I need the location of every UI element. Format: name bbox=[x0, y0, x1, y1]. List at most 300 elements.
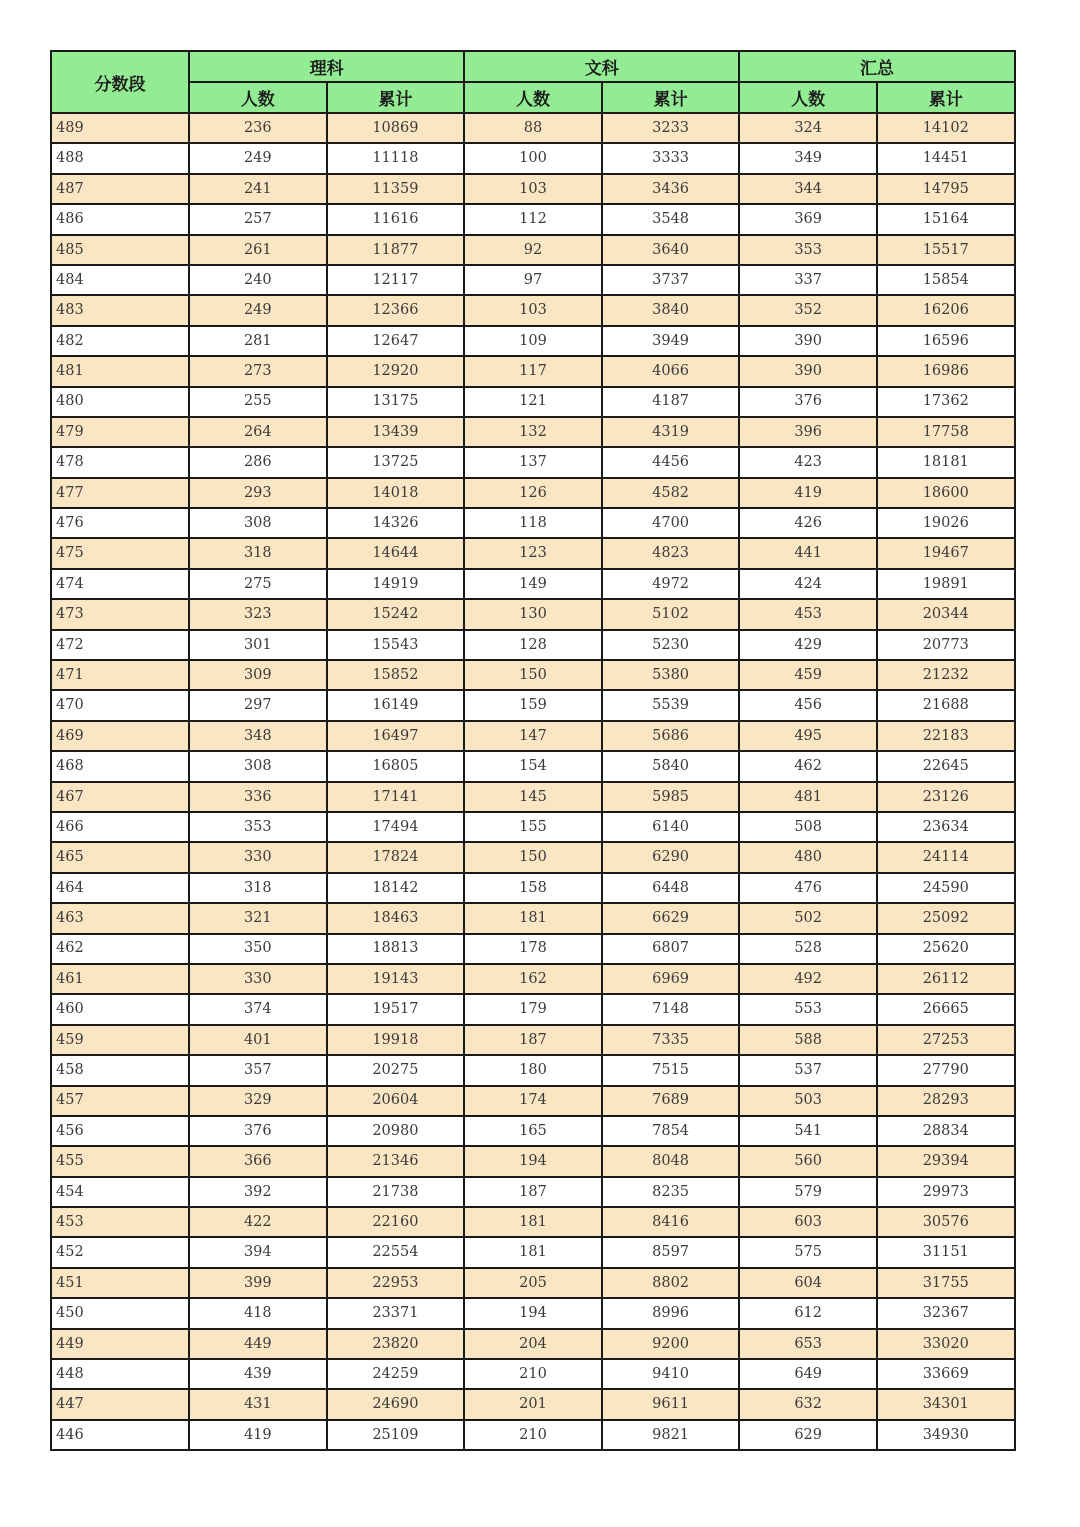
total-cumulative-cell: 18181 bbox=[877, 447, 1015, 477]
arts-count-cell: 178 bbox=[464, 934, 602, 964]
arts-cumulative-cell: 8048 bbox=[602, 1146, 740, 1176]
total-count-cell: 423 bbox=[739, 447, 877, 477]
table-row bbox=[51, 1359, 1015, 1389]
science-cumulative-cell: 16149 bbox=[327, 690, 465, 720]
table-row bbox=[51, 265, 1015, 295]
score-cell: 480 bbox=[51, 387, 189, 417]
arts-count-cell: 194 bbox=[464, 1146, 602, 1176]
arts-cumulative-cell: 5539 bbox=[602, 690, 740, 720]
total-count-cell: 481 bbox=[739, 782, 877, 812]
science-cumulative-cell: 12366 bbox=[327, 295, 465, 325]
total-count-cell: 528 bbox=[739, 934, 877, 964]
arts-count-cell: 181 bbox=[464, 1207, 602, 1237]
total-cumulative-cell: 19891 bbox=[877, 569, 1015, 599]
total-count-cell: 632 bbox=[739, 1389, 877, 1419]
table-row bbox=[51, 1207, 1015, 1237]
science-cumulative-cell: 11359 bbox=[327, 174, 465, 204]
total-cumulative-cell: 18600 bbox=[877, 478, 1015, 508]
total-cumulative-cell: 34930 bbox=[877, 1420, 1015, 1450]
total-count-cell: 612 bbox=[739, 1298, 877, 1328]
arts-count-cell: 103 bbox=[464, 295, 602, 325]
arts-cumulative-cell: 5840 bbox=[602, 751, 740, 781]
arts-count-cell: 137 bbox=[464, 447, 602, 477]
science-count-cell: 353 bbox=[189, 812, 327, 842]
score-cell: 465 bbox=[51, 842, 189, 872]
science-count-cell: 330 bbox=[189, 842, 327, 872]
table-row bbox=[51, 113, 1015, 143]
arts-cumulative-cell: 3548 bbox=[602, 204, 740, 234]
score-cell: 454 bbox=[51, 1177, 189, 1207]
arts-cumulative-cell: 4187 bbox=[602, 387, 740, 417]
arts-count-cell: 174 bbox=[464, 1086, 602, 1116]
science-count-cell: 376 bbox=[189, 1116, 327, 1146]
arts-cumulative-cell: 8996 bbox=[602, 1298, 740, 1328]
score-cell: 472 bbox=[51, 630, 189, 660]
science-cumulative-cell: 12920 bbox=[327, 356, 465, 386]
total-cumulative-cell: 27790 bbox=[877, 1055, 1015, 1085]
score-cell: 486 bbox=[51, 204, 189, 234]
score-cell: 466 bbox=[51, 812, 189, 842]
science-count-cell: 357 bbox=[189, 1055, 327, 1085]
science-count-cell: 264 bbox=[189, 417, 327, 447]
total-cumulative-cell: 26665 bbox=[877, 994, 1015, 1024]
arts-cumulative-cell: 7148 bbox=[602, 994, 740, 1024]
total-cumulative-cell: 19467 bbox=[877, 538, 1015, 568]
arts-count-cell: 97 bbox=[464, 265, 602, 295]
science-cumulative-cell: 24259 bbox=[327, 1359, 465, 1389]
science-count-cell: 348 bbox=[189, 721, 327, 751]
arts-cumulative-cell: 6140 bbox=[602, 812, 740, 842]
score-cell: 446 bbox=[51, 1420, 189, 1450]
table-row bbox=[51, 204, 1015, 234]
arts-cumulative-cell: 4582 bbox=[602, 478, 740, 508]
science-cumulative-cell: 18142 bbox=[327, 873, 465, 903]
total-cumulative-cell: 14102 bbox=[877, 113, 1015, 143]
arts-count-cell: 201 bbox=[464, 1389, 602, 1419]
table-row bbox=[51, 295, 1015, 325]
science-count-cell: 321 bbox=[189, 903, 327, 933]
total-cumulative-cell: 29394 bbox=[877, 1146, 1015, 1176]
science-count-cell: 318 bbox=[189, 873, 327, 903]
table-row bbox=[51, 873, 1015, 903]
science-cumulative-cell: 17494 bbox=[327, 812, 465, 842]
science-cumulative-cell: 15852 bbox=[327, 660, 465, 690]
arts-cumulative-cell: 3233 bbox=[602, 113, 740, 143]
score-cell: 463 bbox=[51, 903, 189, 933]
table-row bbox=[51, 417, 1015, 447]
table-row bbox=[51, 143, 1015, 173]
arts-count-cell: 121 bbox=[464, 387, 602, 417]
arts-count-cell: 118 bbox=[464, 508, 602, 538]
header-science-cumulative: 累计 bbox=[327, 82, 465, 113]
arts-cumulative-cell: 6969 bbox=[602, 964, 740, 994]
header-arts-count: 人数 bbox=[464, 82, 602, 113]
total-cumulative-cell: 33669 bbox=[877, 1359, 1015, 1389]
arts-count-cell: 112 bbox=[464, 204, 602, 234]
score-cell: 477 bbox=[51, 478, 189, 508]
total-cumulative-cell: 15164 bbox=[877, 204, 1015, 234]
science-cumulative-cell: 23820 bbox=[327, 1329, 465, 1359]
arts-cumulative-cell: 3737 bbox=[602, 265, 740, 295]
science-count-cell: 336 bbox=[189, 782, 327, 812]
total-count-cell: 508 bbox=[739, 812, 877, 842]
score-cell: 489 bbox=[51, 113, 189, 143]
arts-count-cell: 205 bbox=[464, 1268, 602, 1298]
arts-cumulative-cell: 3949 bbox=[602, 326, 740, 356]
arts-cumulative-cell: 8235 bbox=[602, 1177, 740, 1207]
science-cumulative-cell: 25109 bbox=[327, 1420, 465, 1450]
total-cumulative-cell: 19026 bbox=[877, 508, 1015, 538]
table-row bbox=[51, 235, 1015, 265]
science-count-cell: 418 bbox=[189, 1298, 327, 1328]
science-cumulative-cell: 14919 bbox=[327, 569, 465, 599]
science-cumulative-cell: 22554 bbox=[327, 1237, 465, 1267]
arts-cumulative-cell: 3333 bbox=[602, 143, 740, 173]
score-cell: 451 bbox=[51, 1268, 189, 1298]
science-count-cell: 273 bbox=[189, 356, 327, 386]
total-cumulative-cell: 31151 bbox=[877, 1237, 1015, 1267]
arts-count-cell: 149 bbox=[464, 569, 602, 599]
total-count-cell: 390 bbox=[739, 326, 877, 356]
score-distribution-table bbox=[50, 50, 1016, 1451]
score-cell: 462 bbox=[51, 934, 189, 964]
science-count-cell: 329 bbox=[189, 1086, 327, 1116]
total-cumulative-cell: 21232 bbox=[877, 660, 1015, 690]
table-row bbox=[51, 842, 1015, 872]
arts-cumulative-cell: 8597 bbox=[602, 1237, 740, 1267]
total-cumulative-cell: 16206 bbox=[877, 295, 1015, 325]
science-count-cell: 293 bbox=[189, 478, 327, 508]
arts-cumulative-cell: 6807 bbox=[602, 934, 740, 964]
total-cumulative-cell: 17758 bbox=[877, 417, 1015, 447]
arts-count-cell: 179 bbox=[464, 994, 602, 1024]
table-row bbox=[51, 934, 1015, 964]
arts-cumulative-cell: 9410 bbox=[602, 1359, 740, 1389]
total-count-cell: 649 bbox=[739, 1359, 877, 1389]
arts-cumulative-cell: 7335 bbox=[602, 1025, 740, 1055]
header-total-cumulative: 累计 bbox=[877, 82, 1015, 113]
score-cell: 453 bbox=[51, 1207, 189, 1237]
arts-count-cell: 187 bbox=[464, 1025, 602, 1055]
score-cell: 449 bbox=[51, 1329, 189, 1359]
table-row bbox=[51, 660, 1015, 690]
header-row-groups bbox=[51, 51, 1015, 82]
science-count-cell: 318 bbox=[189, 538, 327, 568]
total-cumulative-cell: 20773 bbox=[877, 630, 1015, 660]
arts-count-cell: 100 bbox=[464, 143, 602, 173]
science-cumulative-cell: 19918 bbox=[327, 1025, 465, 1055]
total-cumulative-cell: 14795 bbox=[877, 174, 1015, 204]
total-cumulative-cell: 16986 bbox=[877, 356, 1015, 386]
table-row bbox=[51, 447, 1015, 477]
science-count-cell: 249 bbox=[189, 295, 327, 325]
arts-count-cell: 181 bbox=[464, 903, 602, 933]
total-count-cell: 369 bbox=[739, 204, 877, 234]
total-count-cell: 344 bbox=[739, 174, 877, 204]
total-count-cell: 453 bbox=[739, 599, 877, 629]
table-row bbox=[51, 964, 1015, 994]
total-cumulative-cell: 34301 bbox=[877, 1389, 1015, 1419]
arts-count-cell: 128 bbox=[464, 630, 602, 660]
total-cumulative-cell: 21688 bbox=[877, 690, 1015, 720]
science-cumulative-cell: 18813 bbox=[327, 934, 465, 964]
header-science-count: 人数 bbox=[189, 82, 327, 113]
score-cell: 459 bbox=[51, 1025, 189, 1055]
table-row bbox=[51, 1055, 1015, 1085]
science-count-cell: 281 bbox=[189, 326, 327, 356]
table-row bbox=[51, 478, 1015, 508]
science-count-cell: 257 bbox=[189, 204, 327, 234]
total-cumulative-cell: 16596 bbox=[877, 326, 1015, 356]
total-count-cell: 353 bbox=[739, 235, 877, 265]
science-cumulative-cell: 17141 bbox=[327, 782, 465, 812]
arts-count-cell: 92 bbox=[464, 235, 602, 265]
table-row bbox=[51, 782, 1015, 812]
science-count-cell: 275 bbox=[189, 569, 327, 599]
score-cell: 455 bbox=[51, 1146, 189, 1176]
table-row bbox=[51, 326, 1015, 356]
science-count-cell: 394 bbox=[189, 1237, 327, 1267]
science-cumulative-cell: 13175 bbox=[327, 387, 465, 417]
score-cell: 470 bbox=[51, 690, 189, 720]
science-count-cell: 261 bbox=[189, 235, 327, 265]
total-cumulative-cell: 28834 bbox=[877, 1116, 1015, 1146]
arts-count-cell: 162 bbox=[464, 964, 602, 994]
table-row bbox=[51, 1298, 1015, 1328]
science-count-cell: 330 bbox=[189, 964, 327, 994]
total-cumulative-cell: 23126 bbox=[877, 782, 1015, 812]
score-cell: 473 bbox=[51, 599, 189, 629]
arts-count-cell: 180 bbox=[464, 1055, 602, 1085]
total-count-cell: 462 bbox=[739, 751, 877, 781]
total-count-cell: 537 bbox=[739, 1055, 877, 1085]
table-row bbox=[51, 751, 1015, 781]
header-group-science: 理科 bbox=[189, 51, 464, 82]
total-cumulative-cell: 28293 bbox=[877, 1086, 1015, 1116]
total-cumulative-cell: 32367 bbox=[877, 1298, 1015, 1328]
score-cell: 457 bbox=[51, 1086, 189, 1116]
science-cumulative-cell: 13439 bbox=[327, 417, 465, 447]
score-cell: 458 bbox=[51, 1055, 189, 1085]
arts-cumulative-cell: 6448 bbox=[602, 873, 740, 903]
science-count-cell: 422 bbox=[189, 1207, 327, 1237]
science-cumulative-cell: 22953 bbox=[327, 1268, 465, 1298]
total-count-cell: 459 bbox=[739, 660, 877, 690]
table-body bbox=[51, 113, 1015, 1450]
science-cumulative-cell: 20604 bbox=[327, 1086, 465, 1116]
total-count-cell: 629 bbox=[739, 1420, 877, 1450]
table-row bbox=[51, 1237, 1015, 1267]
table-row bbox=[51, 1086, 1015, 1116]
table-row bbox=[51, 1268, 1015, 1298]
arts-count-cell: 123 bbox=[464, 538, 602, 568]
score-cell: 461 bbox=[51, 964, 189, 994]
table-row bbox=[51, 812, 1015, 842]
science-count-cell: 241 bbox=[189, 174, 327, 204]
science-count-cell: 297 bbox=[189, 690, 327, 720]
total-cumulative-cell: 25620 bbox=[877, 934, 1015, 964]
science-count-cell: 240 bbox=[189, 265, 327, 295]
science-count-cell: 255 bbox=[189, 387, 327, 417]
science-cumulative-cell: 16805 bbox=[327, 751, 465, 781]
total-cumulative-cell: 27253 bbox=[877, 1025, 1015, 1055]
total-count-cell: 492 bbox=[739, 964, 877, 994]
header-arts-cumulative: 累计 bbox=[602, 82, 740, 113]
score-cell: 474 bbox=[51, 569, 189, 599]
science-cumulative-cell: 14326 bbox=[327, 508, 465, 538]
total-count-cell: 324 bbox=[739, 113, 877, 143]
science-cumulative-cell: 21346 bbox=[327, 1146, 465, 1176]
table-row bbox=[51, 690, 1015, 720]
arts-cumulative-cell: 8416 bbox=[602, 1207, 740, 1237]
score-cell: 483 bbox=[51, 295, 189, 325]
table-row bbox=[51, 508, 1015, 538]
arts-count-cell: 150 bbox=[464, 660, 602, 690]
arts-count-cell: 109 bbox=[464, 326, 602, 356]
science-cumulative-cell: 16497 bbox=[327, 721, 465, 751]
score-cell: 476 bbox=[51, 508, 189, 538]
science-count-cell: 419 bbox=[189, 1420, 327, 1450]
total-count-cell: 604 bbox=[739, 1268, 877, 1298]
science-cumulative-cell: 19517 bbox=[327, 994, 465, 1024]
arts-cumulative-cell: 4823 bbox=[602, 538, 740, 568]
score-cell: 479 bbox=[51, 417, 189, 447]
score-cell: 468 bbox=[51, 751, 189, 781]
science-count-cell: 449 bbox=[189, 1329, 327, 1359]
total-cumulative-cell: 26112 bbox=[877, 964, 1015, 994]
science-cumulative-cell: 11877 bbox=[327, 235, 465, 265]
total-count-cell: 352 bbox=[739, 295, 877, 325]
table-row bbox=[51, 1025, 1015, 1055]
total-count-cell: 541 bbox=[739, 1116, 877, 1146]
arts-count-cell: 126 bbox=[464, 478, 602, 508]
arts-count-cell: 210 bbox=[464, 1359, 602, 1389]
arts-count-cell: 147 bbox=[464, 721, 602, 751]
science-count-cell: 249 bbox=[189, 143, 327, 173]
header-row-sub bbox=[51, 82, 1015, 113]
arts-cumulative-cell: 9200 bbox=[602, 1329, 740, 1359]
science-count-cell: 366 bbox=[189, 1146, 327, 1176]
arts-cumulative-cell: 5985 bbox=[602, 782, 740, 812]
arts-count-cell: 103 bbox=[464, 174, 602, 204]
science-cumulative-cell: 15543 bbox=[327, 630, 465, 660]
table-row bbox=[51, 994, 1015, 1024]
science-count-cell: 301 bbox=[189, 630, 327, 660]
total-cumulative-cell: 15854 bbox=[877, 265, 1015, 295]
science-cumulative-cell: 18463 bbox=[327, 903, 465, 933]
table-row bbox=[51, 387, 1015, 417]
table-row bbox=[51, 903, 1015, 933]
arts-cumulative-cell: 5686 bbox=[602, 721, 740, 751]
score-cell: 469 bbox=[51, 721, 189, 751]
table-row bbox=[51, 599, 1015, 629]
table-row bbox=[51, 630, 1015, 660]
total-cumulative-cell: 31755 bbox=[877, 1268, 1015, 1298]
arts-cumulative-cell: 4456 bbox=[602, 447, 740, 477]
total-cumulative-cell: 24590 bbox=[877, 873, 1015, 903]
arts-cumulative-cell: 4319 bbox=[602, 417, 740, 447]
score-cell: 448 bbox=[51, 1359, 189, 1389]
science-count-cell: 236 bbox=[189, 113, 327, 143]
table-row bbox=[51, 1177, 1015, 1207]
header-total-count: 人数 bbox=[739, 82, 877, 113]
table-header bbox=[51, 51, 1015, 113]
score-cell: 460 bbox=[51, 994, 189, 1024]
science-count-cell: 431 bbox=[189, 1389, 327, 1419]
total-count-cell: 441 bbox=[739, 538, 877, 568]
arts-count-cell: 88 bbox=[464, 113, 602, 143]
total-count-cell: 502 bbox=[739, 903, 877, 933]
table-row bbox=[51, 174, 1015, 204]
score-cell: 482 bbox=[51, 326, 189, 356]
score-cell: 485 bbox=[51, 235, 189, 265]
science-cumulative-cell: 14644 bbox=[327, 538, 465, 568]
total-cumulative-cell: 33020 bbox=[877, 1329, 1015, 1359]
total-count-cell: 429 bbox=[739, 630, 877, 660]
arts-cumulative-cell: 5102 bbox=[602, 599, 740, 629]
score-cell: 487 bbox=[51, 174, 189, 204]
arts-cumulative-cell: 4700 bbox=[602, 508, 740, 538]
total-count-cell: 553 bbox=[739, 994, 877, 1024]
total-cumulative-cell: 30576 bbox=[877, 1207, 1015, 1237]
total-count-cell: 349 bbox=[739, 143, 877, 173]
total-cumulative-cell: 20344 bbox=[877, 599, 1015, 629]
arts-count-cell: 150 bbox=[464, 842, 602, 872]
arts-cumulative-cell: 9821 bbox=[602, 1420, 740, 1450]
arts-cumulative-cell: 9611 bbox=[602, 1389, 740, 1419]
arts-count-cell: 159 bbox=[464, 690, 602, 720]
arts-count-cell: 187 bbox=[464, 1177, 602, 1207]
science-cumulative-cell: 13725 bbox=[327, 447, 465, 477]
science-count-cell: 286 bbox=[189, 447, 327, 477]
science-count-cell: 309 bbox=[189, 660, 327, 690]
arts-count-cell: 155 bbox=[464, 812, 602, 842]
total-cumulative-cell: 22645 bbox=[877, 751, 1015, 781]
total-count-cell: 495 bbox=[739, 721, 877, 751]
arts-cumulative-cell: 5230 bbox=[602, 630, 740, 660]
score-cell: 484 bbox=[51, 265, 189, 295]
science-count-cell: 350 bbox=[189, 934, 327, 964]
total-count-cell: 560 bbox=[739, 1146, 877, 1176]
science-cumulative-cell: 20275 bbox=[327, 1055, 465, 1085]
arts-count-cell: 117 bbox=[464, 356, 602, 386]
total-count-cell: 579 bbox=[739, 1177, 877, 1207]
total-count-cell: 653 bbox=[739, 1329, 877, 1359]
arts-cumulative-cell: 7515 bbox=[602, 1055, 740, 1085]
arts-cumulative-cell: 3640 bbox=[602, 235, 740, 265]
score-cell: 452 bbox=[51, 1237, 189, 1267]
arts-count-cell: 194 bbox=[464, 1298, 602, 1328]
arts-count-cell: 165 bbox=[464, 1116, 602, 1146]
total-cumulative-cell: 14451 bbox=[877, 143, 1015, 173]
arts-cumulative-cell: 7854 bbox=[602, 1116, 740, 1146]
total-cumulative-cell: 17362 bbox=[877, 387, 1015, 417]
table-row bbox=[51, 1329, 1015, 1359]
score-cell: 488 bbox=[51, 143, 189, 173]
science-cumulative-cell: 12647 bbox=[327, 326, 465, 356]
table-row bbox=[51, 1116, 1015, 1146]
table-row bbox=[51, 356, 1015, 386]
header-group-total: 汇总 bbox=[739, 51, 1014, 82]
arts-cumulative-cell: 3840 bbox=[602, 295, 740, 325]
arts-cumulative-cell: 8802 bbox=[602, 1268, 740, 1298]
total-count-cell: 419 bbox=[739, 478, 877, 508]
arts-count-cell: 210 bbox=[464, 1420, 602, 1450]
total-count-cell: 456 bbox=[739, 690, 877, 720]
arts-cumulative-cell: 6629 bbox=[602, 903, 740, 933]
science-cumulative-cell: 23371 bbox=[327, 1298, 465, 1328]
total-count-cell: 575 bbox=[739, 1237, 877, 1267]
